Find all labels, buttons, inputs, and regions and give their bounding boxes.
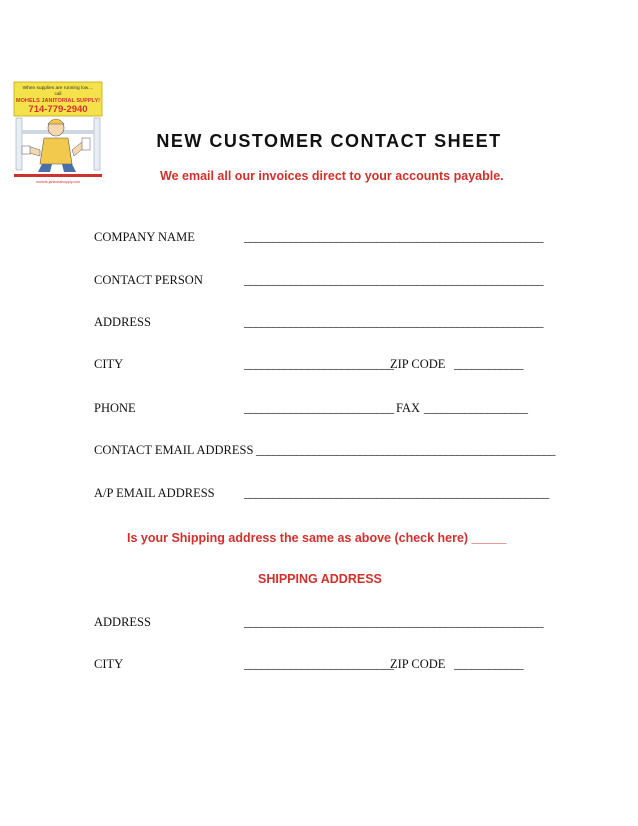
contact-email-label: CONTACT EMAIL ADDRESS xyxy=(94,443,254,457)
city-field[interactable]: __________________________ xyxy=(244,357,394,371)
fax-label: FAX xyxy=(396,401,421,415)
fax-field[interactable]: __________________ xyxy=(424,401,528,415)
shipping-address-heading: SHIPPING ADDRESS xyxy=(258,572,382,586)
page-title: NEW CUSTOMER CONTACT SHEET xyxy=(156,131,502,151)
address-label: ADDRESS xyxy=(94,315,151,329)
ap-email-field[interactable]: _____________________________________________________ xyxy=(244,486,549,500)
company-name-field[interactable]: ____________________________________________________ xyxy=(244,230,543,244)
logo-phone: 714-779-2940 xyxy=(28,104,88,115)
contact-person-field[interactable]: ____________________________________________________ xyxy=(244,273,543,287)
contact-email-field[interactable]: ____________________________________________________ xyxy=(256,443,555,457)
shipping-city-label: CITY xyxy=(94,657,124,671)
shipping-address-field[interactable]: ____________________________________________________ xyxy=(244,615,543,629)
phone-label: PHONE xyxy=(94,401,136,415)
company-name-label: COMPANY NAME xyxy=(94,230,195,244)
zip-code-label: ZIP CODE xyxy=(390,357,446,371)
ap-email-label: A/P EMAIL ADDRESS xyxy=(94,486,215,500)
logo-company-name: MOHELS JANITORIAL SUPPLY! xyxy=(15,98,101,104)
zip-code-field[interactable]: ____________ xyxy=(454,357,523,371)
logo-tagline: When supplies are running low.... xyxy=(22,86,94,91)
page-subtitle: We email all our invoices direct to your accounts payable. xyxy=(160,169,504,183)
phone-field[interactable]: __________________________ xyxy=(244,401,394,415)
shipping-city-field[interactable]: __________________________ xyxy=(244,657,394,671)
shipping-zip-code-label: ZIP CODE xyxy=(390,657,446,671)
contact-person-label: CONTACT PERSON xyxy=(94,273,203,287)
shipping-address-label: ADDRESS xyxy=(94,615,151,629)
shipping-zip-code-field[interactable]: ____________ xyxy=(454,657,523,671)
city-label: CITY xyxy=(94,357,124,371)
address-field[interactable]: ____________________________________________________ xyxy=(244,315,543,329)
shipping-same-checkbox-prompt[interactable]: Is your Shipping address the same as above (check here) _____ xyxy=(127,531,507,545)
logo-call: call xyxy=(54,91,62,96)
logo-website: mohels-janitorialsupply.com xyxy=(35,180,81,184)
